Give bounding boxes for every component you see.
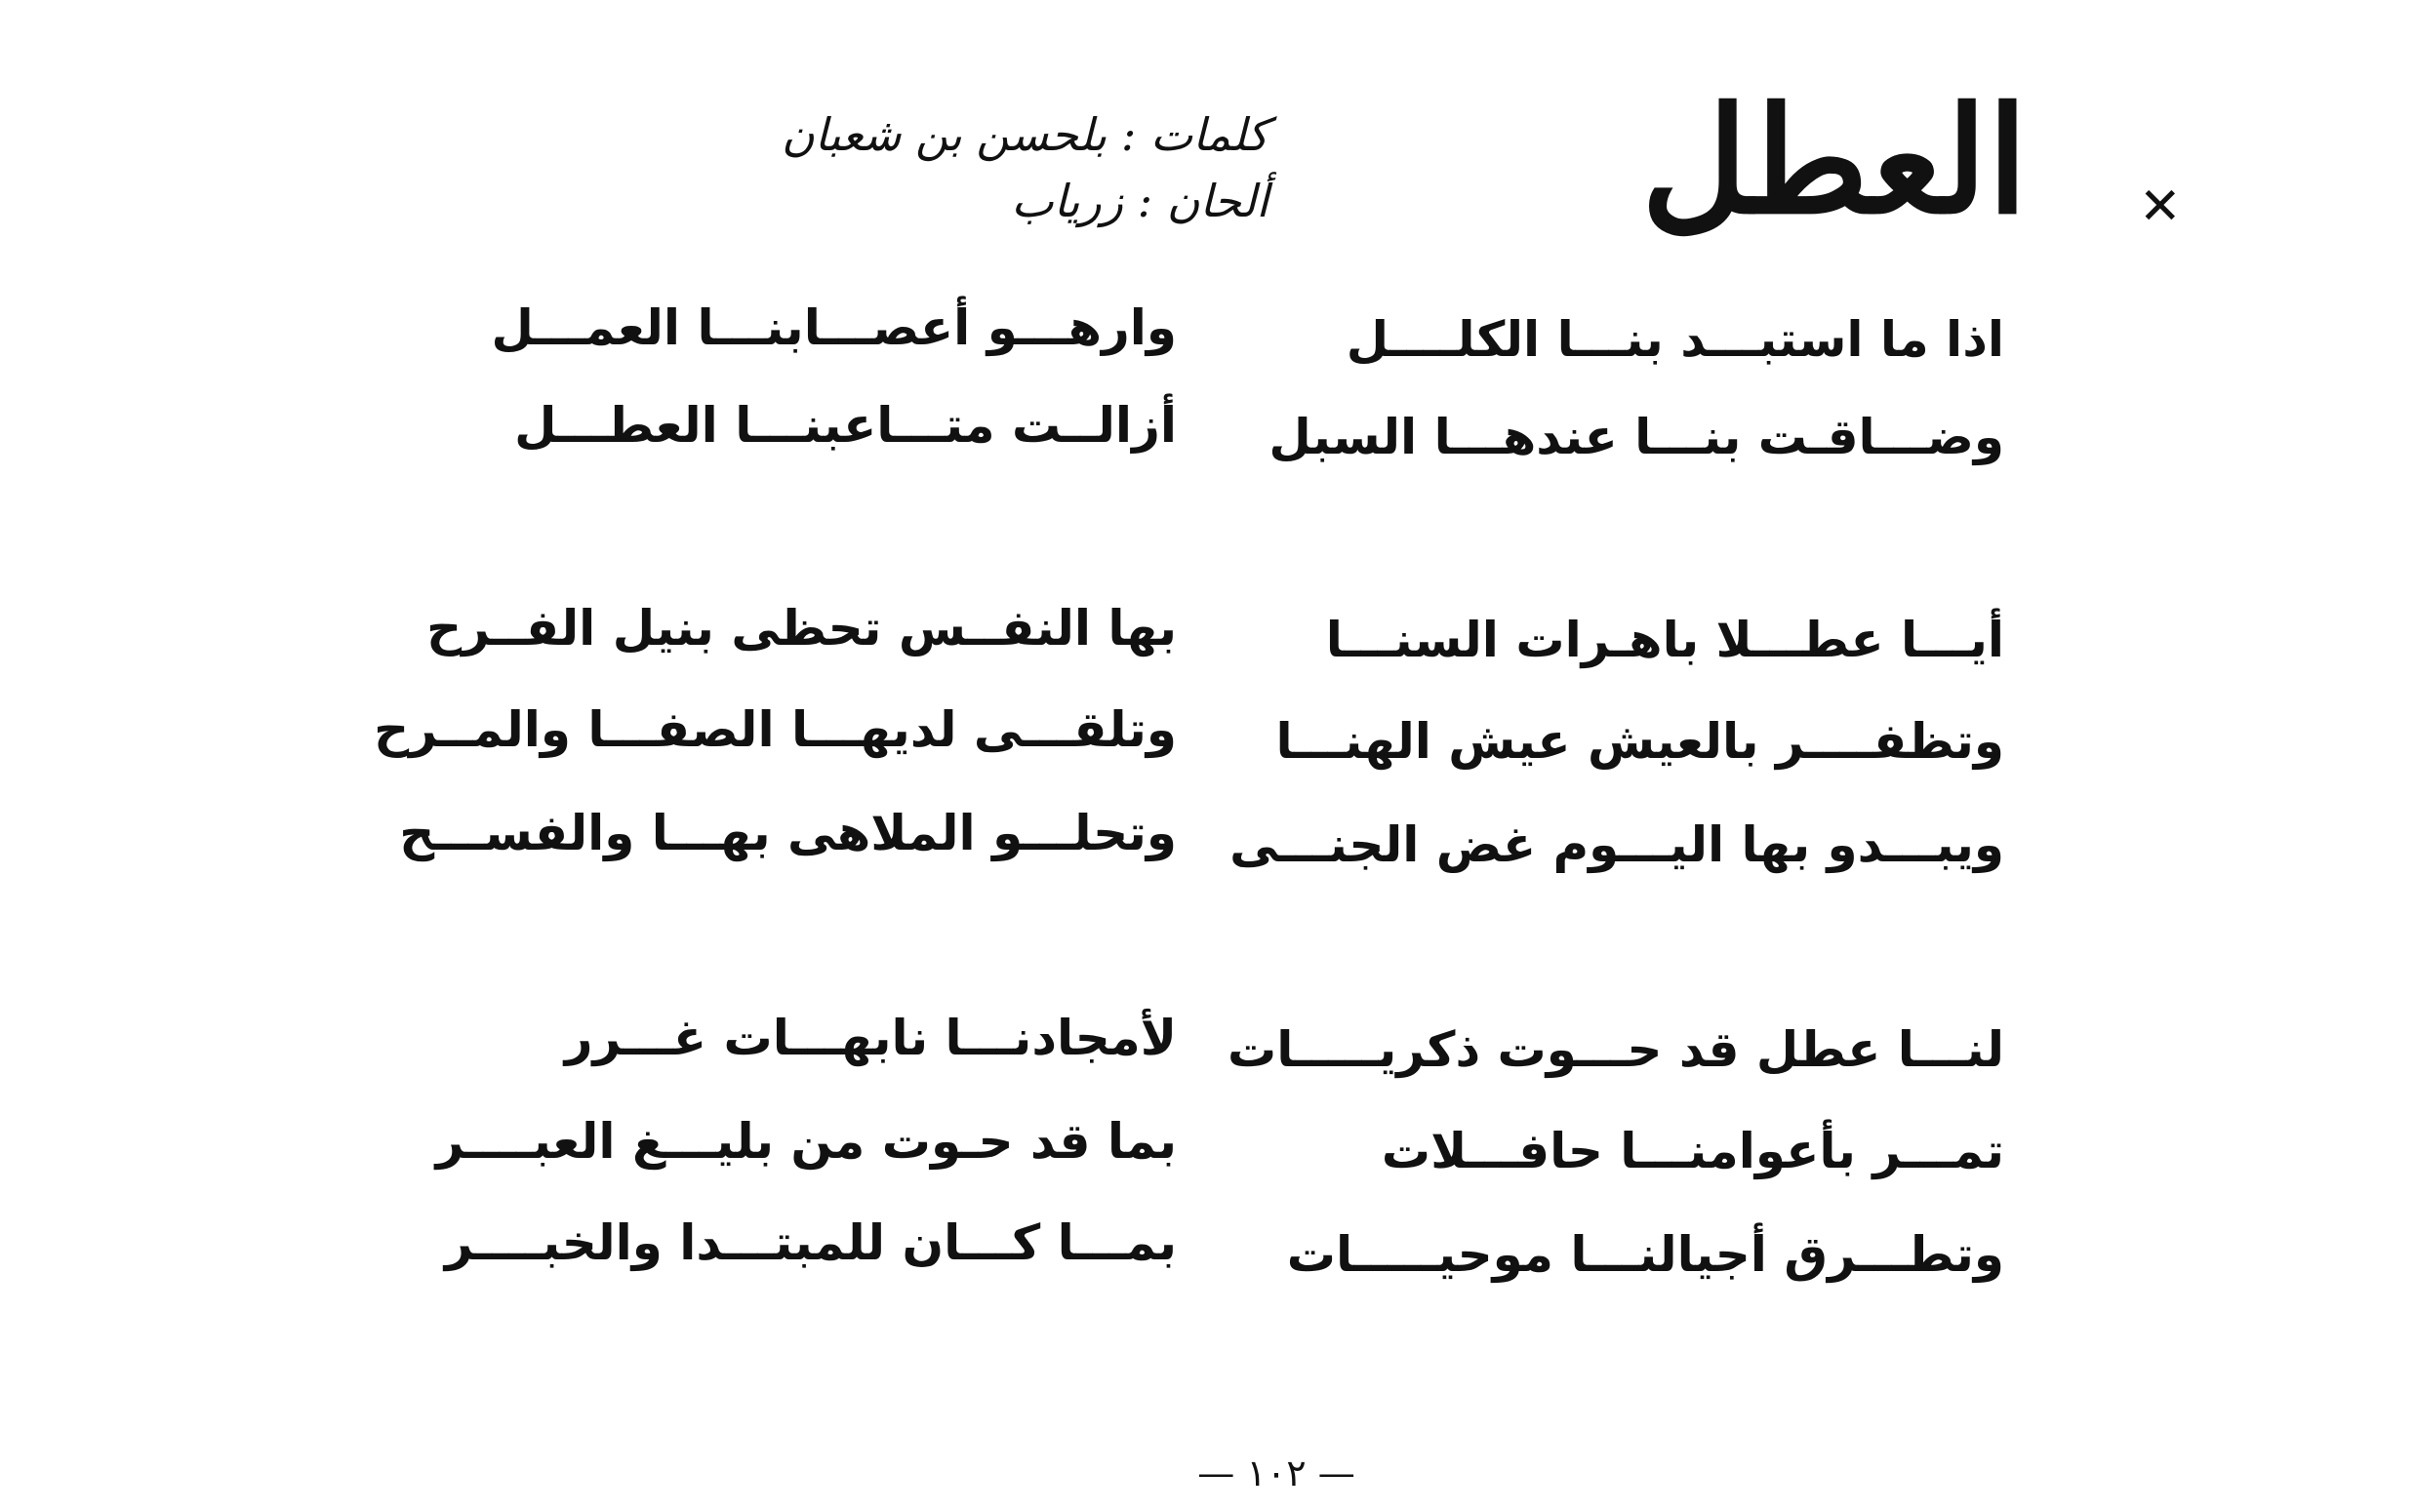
verse-line: وارهـــو أعصـــابنـــا العمـــل <box>491 299 1177 356</box>
page-number: — ١٠٢ — <box>1197 1452 1355 1494</box>
verse-line: لنـــا عطل قد حـــوت ذكريـــــات <box>1228 1021 2004 1078</box>
title-ornament-icon: ✕ <box>2139 178 2182 236</box>
verse-line: وتلقـــى لديهـــا الصفـــا والمــرح <box>374 701 1177 758</box>
verse-line: بها النفــس تحظى بنيل الفــرح <box>426 600 1177 657</box>
verse-line: أزالــت متـــاعبنـــا العطـــل <box>514 397 1177 454</box>
verse-line: اذا ما استبـــد بنـــا الكلــــل <box>1346 311 2004 368</box>
credits-music: ألحان : زرياب <box>1011 175 1268 227</box>
verse-line: وتحلـــو الملاهى بهـــا والفســـح <box>399 805 1177 861</box>
verse-line: بما قد حـوت من بليـــغ العبــــر <box>435 1113 1177 1170</box>
verse-line: بمـــا كـــان للمبتـــدا والخبــــر <box>444 1214 1177 1271</box>
verse-line: وتطـــرق أجيالنـــا موحيـــــات <box>1286 1226 2004 1283</box>
verse-line: أيـــا عطـــلا باهـرات السنـــا <box>1325 612 2004 668</box>
verse-line: تمـــر بأعوامنـــا حافـــلات <box>1381 1123 2004 1179</box>
poem-credits <box>683 101 1268 234</box>
verse-line: ويبـــدو بها اليـــوم غض الجنـــى <box>1229 816 2004 873</box>
verse-line: وضـــاقـت بنـــا عندهـــا السبل <box>1268 409 2004 465</box>
verse-line: وتظفــــر بالعيش عيش الهنـــا <box>1275 713 2004 770</box>
verse-line: لأمجادنـــا نابهـــات غـــرر <box>564 1010 1177 1066</box>
credits-lyrics: كلمات : بلحسن بن شعبان <box>781 108 1268 161</box>
poem-title: العطل <box>1640 75 2029 247</box>
